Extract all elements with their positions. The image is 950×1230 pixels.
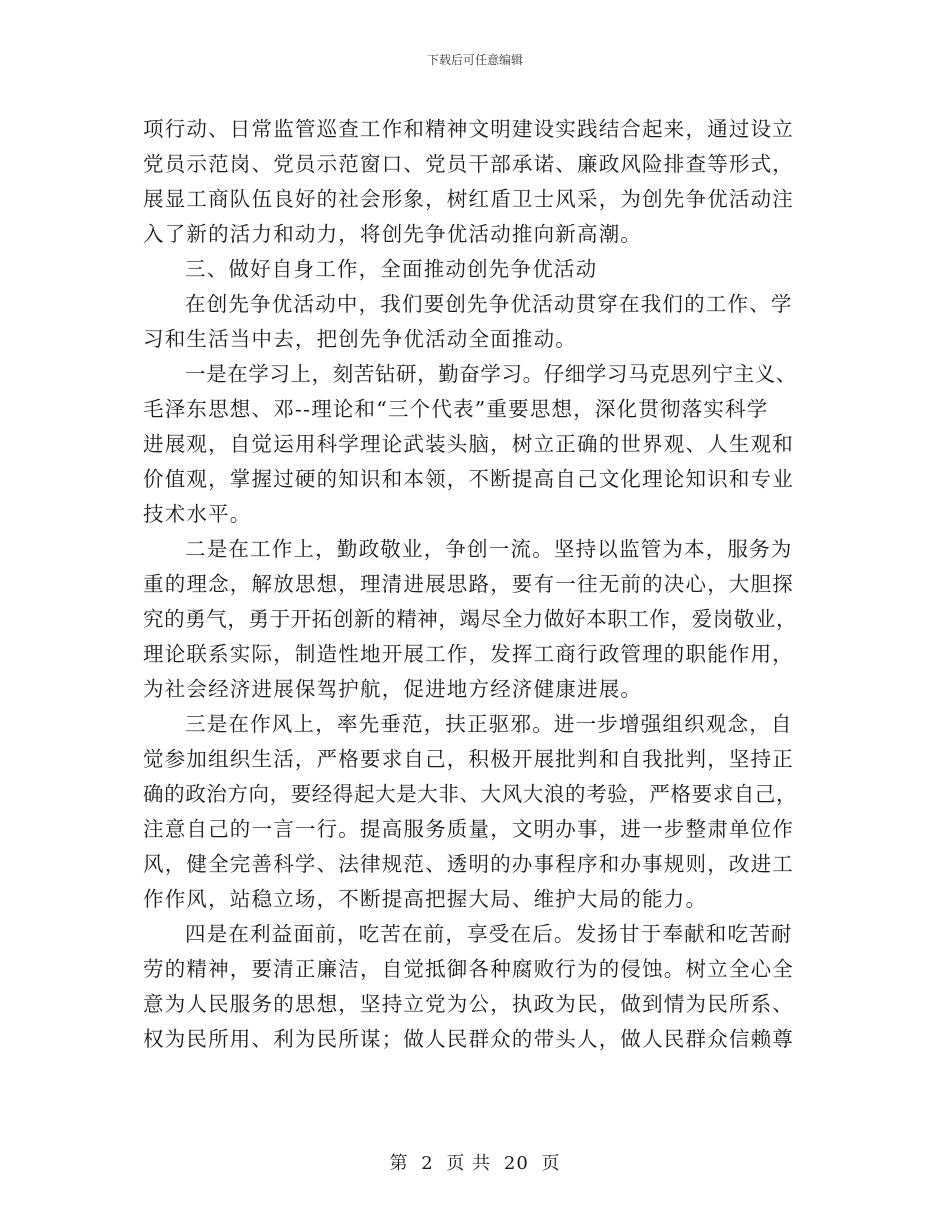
body-text-line: 四是在利益面前，吃苦在前，享受在后。发扬甘于奉献和吃苦耐	[185, 922, 793, 946]
body-text-line: 三、做好自身工作，全面推动创先争优活动	[185, 257, 598, 281]
body-text-line: 注意自己的一言一行。提高服务质量，文明办事，进一步整肃单位作	[143, 817, 794, 841]
footer-prefix: 第	[389, 1153, 409, 1174]
body-text-line: 意为人民服务的思想，坚持立党为公，执政为民，做到情为民所系、	[143, 992, 794, 1016]
body-text-line: 风，健全完善科学、法律规范、透明的办事程序和办事规则，改进工	[143, 852, 794, 876]
body-text-line: 习和生活当中去，把创先争优活动全面推动。	[143, 327, 577, 351]
page-footer	[0, 1152, 950, 1176]
body-text-line: 一是在学习上，刻苦钻研，勤奋学习。仔细学习马克思列宁主义、	[185, 362, 797, 386]
document-body	[143, 112, 803, 1057]
body-text-line: 作作风，站稳立场，不断提高把握大局、维护大局的能力。	[143, 887, 708, 911]
body-text-line: 毛泽东思想、邓--理论和“三个代表”重要思想，深化贯彻落实科学	[143, 397, 769, 421]
body-text-line: 觉参加组织生活，严格要求自己，积极开展批判和自我批判，坚持正	[143, 747, 794, 771]
body-text-line: 确的政治方向，要经得起大是大非、大风大浪的考验，严格要求自己，	[143, 782, 798, 806]
body-text-line: 三是在作风上，率先垂范，扶正驱邪。进一步增强组织观念，自	[185, 712, 793, 736]
body-text-line: 二是在工作上，勤政敬业，争创一流。坚持以监管为本，服务为	[185, 537, 793, 561]
body-text-line: 劳的精神，要清正廉洁，自觉抵御各种腐败行为的侵蚀。树立全心全	[143, 957, 794, 981]
body-text-line: 究的勇气，勇于开拓创新的精神，竭尽全力做好本职工作，爱岗敬业，	[143, 607, 798, 631]
body-text-line: 在创先争优活动中，我们要创先争优活动贯穿在我们的工作、学	[185, 292, 793, 316]
body-text-line: 党员示范岗、党员示范窗口、党员干部承诺、廉政风险排查等形式，	[143, 152, 794, 176]
body-text-line: 价值观，掌握过硬的知识和本领，不断提高自己文化理论知识和专业	[143, 467, 794, 491]
body-text-line: 进展观，自觉运用科学理论武装头脑，树立正确的世界观、人生观和	[143, 432, 794, 456]
body-text-line: 入了新的活力和动力，将创先争优活动推向新高潮。	[143, 222, 643, 246]
body-text-line: 技术水平。	[143, 502, 252, 526]
footer-middle: 页 共	[446, 1153, 492, 1174]
current-page-number: 2	[421, 1153, 434, 1174]
footer-suffix: 页	[541, 1153, 561, 1174]
body-text-line: 展显工商队伍良好的社会形象，树红盾卫士风采，为创先争优活动注	[143, 187, 794, 211]
total-pages-number: 20	[503, 1153, 529, 1174]
page-header: 下载后可任意编辑	[426, 53, 523, 67]
body-text-line: 项行动、日常监管巡查工作和精神文明建设实践结合起来，通过设立	[143, 117, 794, 141]
body-text-line: 理论联系实际，制造性地开展工作，发挥工商行政管理的职能作用，	[143, 642, 794, 666]
body-text-line: 重的理念，解放思想，理清进展思路，要有一往无前的决心，大胆探	[143, 572, 794, 596]
body-text-line: 权为民所用、利为民所谋；做人民群众的带头人，做人民群众信赖尊	[143, 1027, 794, 1051]
body-text-line: 为社会经济进展保驾护航，促进地方经济健康进展。	[143, 677, 643, 701]
